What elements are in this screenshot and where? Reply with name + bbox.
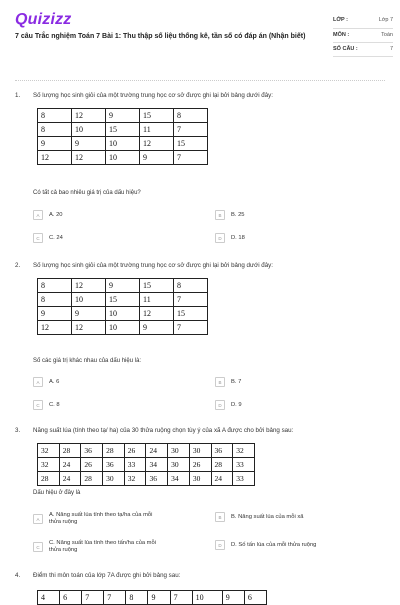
option-letter-box: D <box>215 400 225 410</box>
table-cell: 9 <box>38 307 72 321</box>
table-cell: 9 <box>140 321 174 335</box>
table-row <box>38 279 208 293</box>
table-cell: 6 <box>60 591 82 605</box>
table-cell: 9 <box>72 137 106 151</box>
table-cell: 12 <box>72 109 106 123</box>
table-cell: 28 <box>103 444 125 458</box>
table-cell: 24 <box>146 444 168 458</box>
table-cell: 8 <box>38 123 72 137</box>
table-cell: 9 <box>106 279 140 293</box>
table-cell: 10 <box>106 151 140 165</box>
table-cell: 36 <box>81 444 103 458</box>
option-letter-box: B <box>215 210 225 220</box>
question-count-value: 7 <box>389 46 393 52</box>
class-value: Lớp 7 <box>378 17 393 23</box>
option-c[interactable] <box>33 233 63 243</box>
table-cell: 26 <box>124 444 146 458</box>
meta-subject-row <box>333 29 393 43</box>
table-cell: 9 <box>140 151 174 165</box>
option-d[interactable] <box>215 233 245 243</box>
question-count-label: SỐ CÂU : <box>333 46 358 52</box>
table-cell: 15 <box>174 307 208 321</box>
table-cell: 9 <box>148 591 170 605</box>
table-cell: 32 <box>233 444 255 458</box>
question-4-table <box>37 590 267 605</box>
table-cell: 11 <box>140 293 174 307</box>
question-text: Năng suất lúa (tính theo tạ/ ha) của 30 thửa ruộng chọn tùy ý của xã A được cho bởi bảng sau: <box>33 427 294 434</box>
table-cell: 12 <box>38 321 72 335</box>
table-cell: 28 <box>211 458 233 472</box>
table-cell: 30 <box>168 444 190 458</box>
option-text: C. Năng suất lúa tính theo tấn/ha của mỗi thửa ruộng <box>49 540 156 553</box>
question-number: 4. <box>15 572 21 579</box>
table-cell: 26 <box>81 458 103 472</box>
option-letter-box: C <box>33 233 43 243</box>
table-cell: 30 <box>168 458 190 472</box>
table-cell: 10 <box>72 293 106 307</box>
table-cell: 8 <box>38 293 72 307</box>
table-cell: 10 <box>106 321 140 335</box>
table-cell: 34 <box>146 458 168 472</box>
table-cell: 28 <box>59 444 81 458</box>
question-number: 2. <box>15 262 21 269</box>
worksheet-title: 7 câu Trắc nghiệm Toán 7 Bài 1: Thu thập số liệu thống kê, tần số có đáp án (Nhận biết) <box>15 33 306 40</box>
table-cell: 34 <box>168 472 190 486</box>
table-cell: 24 <box>211 472 233 486</box>
table-cell: 36 <box>103 458 125 472</box>
question-1-prompt: Có tất cả bao nhiêu giá trị của dấu hiệu? <box>33 190 141 196</box>
option-b[interactable] <box>215 377 241 387</box>
worksheet-meta <box>333 14 393 57</box>
table-cell: 8 <box>174 109 208 123</box>
subject-label: MÔN : <box>333 32 350 38</box>
table-row <box>38 293 208 307</box>
option-letter-box: A <box>33 210 43 220</box>
table-cell: 10 <box>72 123 106 137</box>
quizizz-logo: Quizizz <box>15 11 72 28</box>
table-cell: 12 <box>72 279 106 293</box>
table-cell: 30 <box>103 472 125 486</box>
table-cell: 12 <box>140 307 174 321</box>
subject-value: Toán <box>381 32 393 38</box>
option-letter-box: B <box>215 377 225 387</box>
option-letter-box: A <box>33 514 43 524</box>
table-cell: 4 <box>38 591 60 605</box>
option-text: C. 8 <box>49 401 60 408</box>
option-letter-box: D <box>215 540 225 550</box>
table-cell: 32 <box>38 458 60 472</box>
option-b[interactable] <box>215 210 245 220</box>
question-1-table <box>37 108 208 165</box>
table-row <box>38 123 208 137</box>
question-2-prompt: Số các giá trị khác nhau của dấu hiệu là: <box>33 358 142 364</box>
table-cell: 7 <box>82 591 104 605</box>
option-text: D. Số tấn lúa của mỗi thửa ruộng <box>231 541 317 548</box>
option-letter-box: C <box>33 400 43 410</box>
option-text: B. 7 <box>231 378 242 385</box>
table-cell: 8 <box>38 279 72 293</box>
option-letter-box: D <box>215 233 225 243</box>
table-cell: 12 <box>140 137 174 151</box>
option-text: A. 6 <box>49 378 60 385</box>
question-text: Số lượng học sinh giỏi của một trường trung học cơ sở được ghi lại bởi bảng dưới đây: <box>33 92 273 99</box>
table-cell: 36 <box>146 472 168 486</box>
table-cell: 6 <box>244 591 266 605</box>
header-divider <box>15 80 385 81</box>
table-cell: 7 <box>174 293 208 307</box>
option-c[interactable] <box>33 540 159 554</box>
question-3-table <box>37 443 255 486</box>
option-a[interactable] <box>33 377 59 387</box>
table-cell: 8 <box>126 591 148 605</box>
table-cell: 12 <box>72 151 106 165</box>
table-cell: 32 <box>38 444 60 458</box>
table-row <box>38 472 255 486</box>
option-text: D. 18 <box>231 234 245 241</box>
table-cell: 7 <box>174 321 208 335</box>
table-cell: 15 <box>106 293 140 307</box>
table-row <box>38 444 255 458</box>
option-text: D. 9 <box>231 401 242 408</box>
table-cell: 15 <box>174 137 208 151</box>
table-cell: 15 <box>106 123 140 137</box>
option-text: B. 25 <box>231 211 245 218</box>
table-cell: 9 <box>72 307 106 321</box>
question-text: Số lượng học sinh giỏi của một trường trung học cơ sở được ghi lại bởi bảng dưới đây: <box>33 262 273 269</box>
table-cell: 8 <box>174 279 208 293</box>
question-number: 3. <box>15 427 21 434</box>
option-letter-box: C <box>33 542 43 552</box>
table-cell: 33 <box>124 458 146 472</box>
question-3-prompt: Dấu hiệu ở đây là <box>33 490 81 496</box>
table-row <box>38 151 208 165</box>
table-cell: 7 <box>174 123 208 137</box>
question-number: 1. <box>15 92 21 99</box>
option-d[interactable] <box>215 540 341 550</box>
option-a[interactable] <box>33 512 159 526</box>
table-cell: 9 <box>106 109 140 123</box>
table-row <box>38 137 208 151</box>
option-letter-box: A <box>33 377 43 387</box>
table-cell: 10 <box>192 591 222 605</box>
option-text: C. 24 <box>49 234 63 241</box>
table-cell: 30 <box>189 472 211 486</box>
table-cell: 24 <box>59 458 81 472</box>
table-cell: 9 <box>38 137 72 151</box>
table-cell: 11 <box>140 123 174 137</box>
option-text: A. Năng suất lúa tính theo tạ/ha của mỗi thửa ruộng <box>49 512 153 525</box>
table-cell: 12 <box>72 321 106 335</box>
question-2-table <box>37 278 208 335</box>
table-cell: 30 <box>189 444 211 458</box>
table-cell: 36 <box>211 444 233 458</box>
table-row <box>38 321 208 335</box>
table-cell: 10 <box>106 137 140 151</box>
question-text: Điểm thi môn toán của lớp 7A được ghi bởi bảng sau: <box>33 572 181 579</box>
table-row <box>38 109 208 123</box>
table-cell: 15 <box>140 109 174 123</box>
table-cell: 28 <box>81 472 103 486</box>
table-cell: 7 <box>174 151 208 165</box>
table-row <box>38 458 255 472</box>
class-label: LỚP : <box>333 17 348 23</box>
table-row <box>38 307 208 321</box>
option-letter-box: B <box>215 512 225 522</box>
option-text: B. Năng suất lúa của mỗi xã <box>231 513 304 520</box>
option-a[interactable] <box>33 210 63 220</box>
option-text: A. 20 <box>49 211 63 218</box>
option-d[interactable] <box>215 400 242 410</box>
table-cell: 8 <box>38 109 72 123</box>
table-cell: 24 <box>59 472 81 486</box>
table-cell: 15 <box>140 279 174 293</box>
option-c[interactable] <box>33 400 60 410</box>
table-cell: 33 <box>233 472 255 486</box>
table-cell: 9 <box>222 591 244 605</box>
meta-count-row <box>333 43 393 57</box>
table-cell: 28 <box>38 472 60 486</box>
table-cell: 12 <box>38 151 72 165</box>
table-cell: 7 <box>170 591 192 605</box>
meta-class-row <box>333 14 393 29</box>
table-cell: 26 <box>189 458 211 472</box>
table-cell: 32 <box>124 472 146 486</box>
table-cell: 33 <box>233 458 255 472</box>
option-b[interactable] <box>215 512 341 522</box>
table-row <box>38 591 267 605</box>
table-cell: 7 <box>104 591 126 605</box>
table-cell: 10 <box>106 307 140 321</box>
